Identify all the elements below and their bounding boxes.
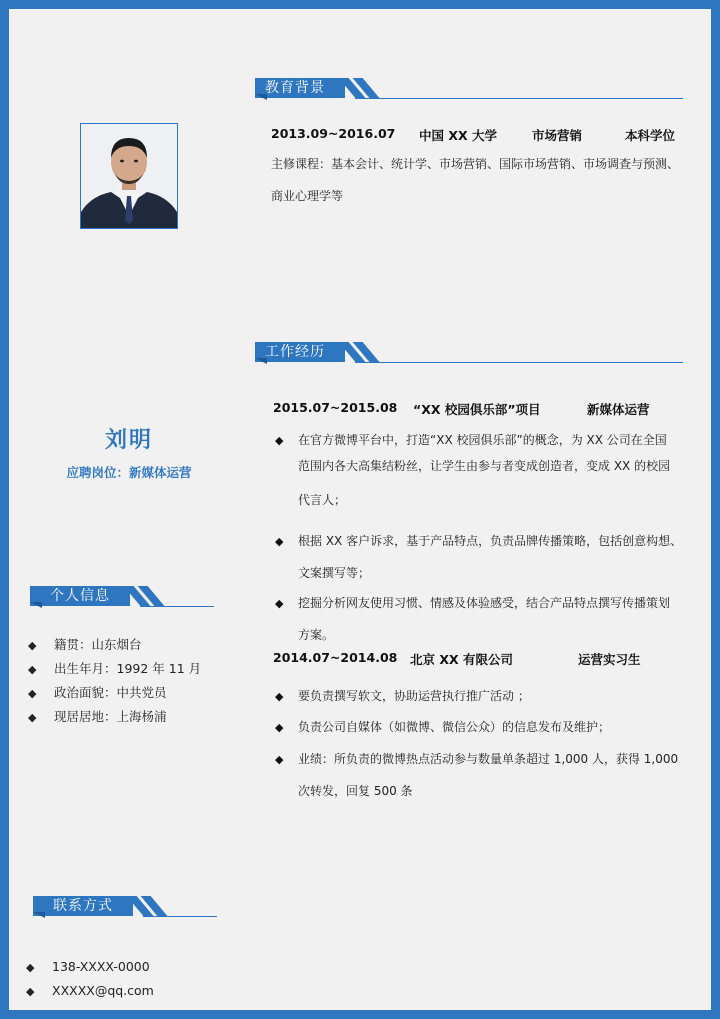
personal-item: [28, 659, 201, 677]
diamond-icon: ◆: [28, 639, 37, 652]
candidate-name: 刘明: [104, 428, 153, 453]
diamond-icon: ◆: [275, 721, 284, 734]
profile-photo: [80, 123, 178, 229]
diamond-icon: ◆: [28, 687, 37, 700]
edu-period: 2013.09~2016.07: [271, 126, 396, 141]
section-title-work: [255, 342, 685, 364]
personal-item-text: 籍贯：山东烟台: [54, 637, 142, 652]
edu-degree: 本科学位: [625, 128, 676, 143]
section-label: 教育背景: [255, 78, 345, 98]
personal-item-text: 政治面貌：中共党员: [54, 685, 167, 700]
diamond-icon: ◆: [275, 434, 284, 447]
diamond-icon: ◆: [275, 753, 284, 766]
personal-item: [28, 707, 167, 725]
section-label: 联系方式: [33, 896, 133, 916]
work-period: 2014.07~2014.08: [273, 650, 398, 665]
section-title-personal: [30, 586, 214, 608]
work-item-line: 在官方微博平台中，打造“XX 校园俱乐部”的概念，为 XX 公司在全国: [298, 433, 667, 447]
work-item-line: 次转发，回复 500 条: [298, 784, 413, 798]
section-title-education: [255, 78, 685, 100]
work-item-line: 范围内各大高集结粉丝，让学生由参与者变成创造者，变成 XX 的校园: [298, 459, 671, 473]
section-divider: [140, 606, 214, 607]
personal-item-text: 出生年月：1992 年 11 月: [54, 661, 202, 676]
section-divider: [143, 916, 217, 917]
edu-courses-line2: 商业心理学等: [271, 189, 344, 203]
work-role: 运营实习生: [578, 652, 641, 667]
work-item-line: 文案撰写等；: [298, 566, 371, 580]
section-label: 个人信息: [30, 586, 130, 606]
section-divider: [355, 362, 683, 363]
contact-text: XXXXX@qq.com: [52, 983, 154, 998]
diamond-icon: ◆: [26, 961, 35, 974]
work-period: 2015.07~2015.08: [273, 400, 398, 415]
job-label: 应聘岗位：: [66, 465, 129, 480]
section-divider: [355, 98, 683, 99]
decor-tail: [255, 94, 267, 100]
decor-tail: [255, 358, 267, 364]
diamond-icon: ◆: [28, 711, 37, 724]
section-label: 工作经历: [255, 342, 345, 362]
work-item-line: 要负责撰写软文，协助运营执行推广活动 ；: [298, 689, 530, 703]
diamond-icon: ◆: [26, 985, 35, 998]
edu-courses-line1: 主修课程：基本会计、统计学、市场营销、国际市场营销、市场调查与预测、: [271, 157, 680, 171]
work-item-line: 方案。: [298, 628, 335, 642]
diamond-icon: ◆: [275, 597, 284, 610]
edu-school: 中国 XX 大学: [419, 128, 497, 143]
diamond-icon: ◆: [275, 535, 284, 548]
job-target: [39, 463, 219, 481]
personal-item-text: 现居居地：上海杨浦: [54, 709, 167, 724]
work-org: 北京 XX 有限公司: [410, 652, 513, 667]
section-title-contact: [33, 896, 217, 918]
personal-item: [28, 683, 167, 701]
job-value: 新媒体运营: [129, 465, 192, 480]
contact-email: [26, 983, 154, 998]
work-org: “XX 校园俱乐部”项目: [413, 402, 541, 417]
work-item-line: 挖掘分析网友使用习惯、情感及体验感受，结合产品特点撰写传播策划: [298, 596, 671, 610]
decor-tail: [33, 912, 45, 918]
diamond-icon: ◆: [275, 690, 284, 703]
contact-text: 138-XXXX-0000: [52, 959, 150, 974]
diamond-icon: ◆: [28, 663, 37, 676]
work-item-line: 根据 XX 客户诉求，基于产品特点，负责品牌传播策略，包括创意构想、: [298, 534, 683, 548]
work-item-line: 负责公司自媒体（如微博、微信公众）的信息发布及维护；: [298, 720, 611, 734]
work-role: 新媒体运营: [587, 402, 650, 417]
work-item-line: 代言人；: [298, 493, 347, 507]
avatar-image: [81, 124, 177, 228]
decor-tail: [30, 602, 42, 608]
work-item-line: 业绩：所负责的微博热点活动参与数量单条超过 1,000 人，获得 1,000: [298, 752, 679, 766]
contact-phone: [26, 959, 150, 974]
personal-item: [28, 635, 142, 653]
edu-major: 市场营销: [532, 128, 583, 143]
